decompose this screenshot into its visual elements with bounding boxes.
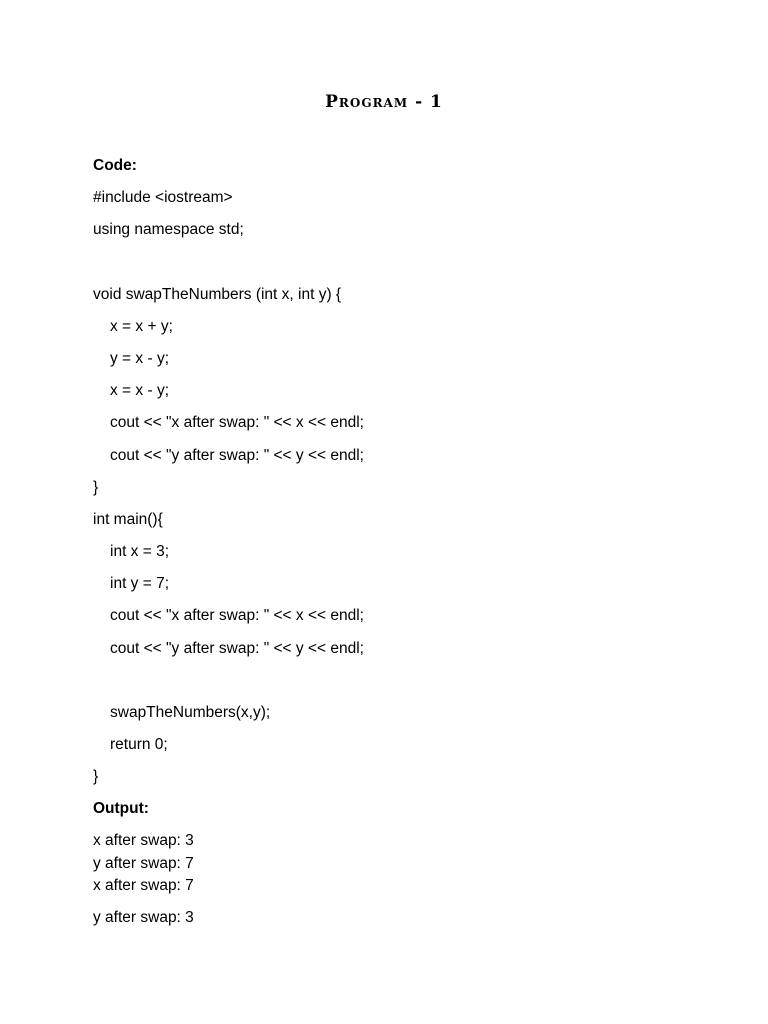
code-line: #include <iostream>: [93, 189, 233, 206]
output-line: x after swap: 3: [93, 832, 194, 849]
code-line: int y = 7;: [110, 575, 170, 592]
code-line: }: [93, 768, 99, 785]
code-line: void swapTheNumbers (int x, int y) {: [93, 286, 342, 303]
output-line: y after swap: 3: [93, 909, 194, 926]
code-line: cout << "y after swap: " << y << endl;: [110, 447, 364, 464]
code-line: cout << "y after swap: " << y << endl;: [110, 640, 364, 657]
code-line: int main(){: [93, 511, 163, 528]
code-line: x = x + y;: [110, 318, 173, 335]
code-line: y = x - y;: [110, 350, 169, 367]
code-line: swapTheNumbers(x,y);: [110, 704, 271, 721]
code-line: cout << "x after swap: " << x << endl;: [110, 414, 364, 431]
page-title: Program - 1: [325, 92, 443, 112]
output-label: Output:: [93, 800, 149, 817]
code-line: using namespace std;: [93, 221, 244, 238]
code-line: cout << "x after swap: " << x << endl;: [110, 607, 364, 624]
output-line: x after swap: 7: [93, 877, 194, 894]
output-line: y after swap: 7: [93, 855, 194, 872]
code-line: x = x - y;: [110, 382, 169, 399]
code-label: Code:: [93, 157, 137, 174]
code-line: int x = 3;: [110, 543, 170, 560]
code-line: }: [93, 479, 99, 496]
code-line: return 0;: [110, 736, 168, 753]
